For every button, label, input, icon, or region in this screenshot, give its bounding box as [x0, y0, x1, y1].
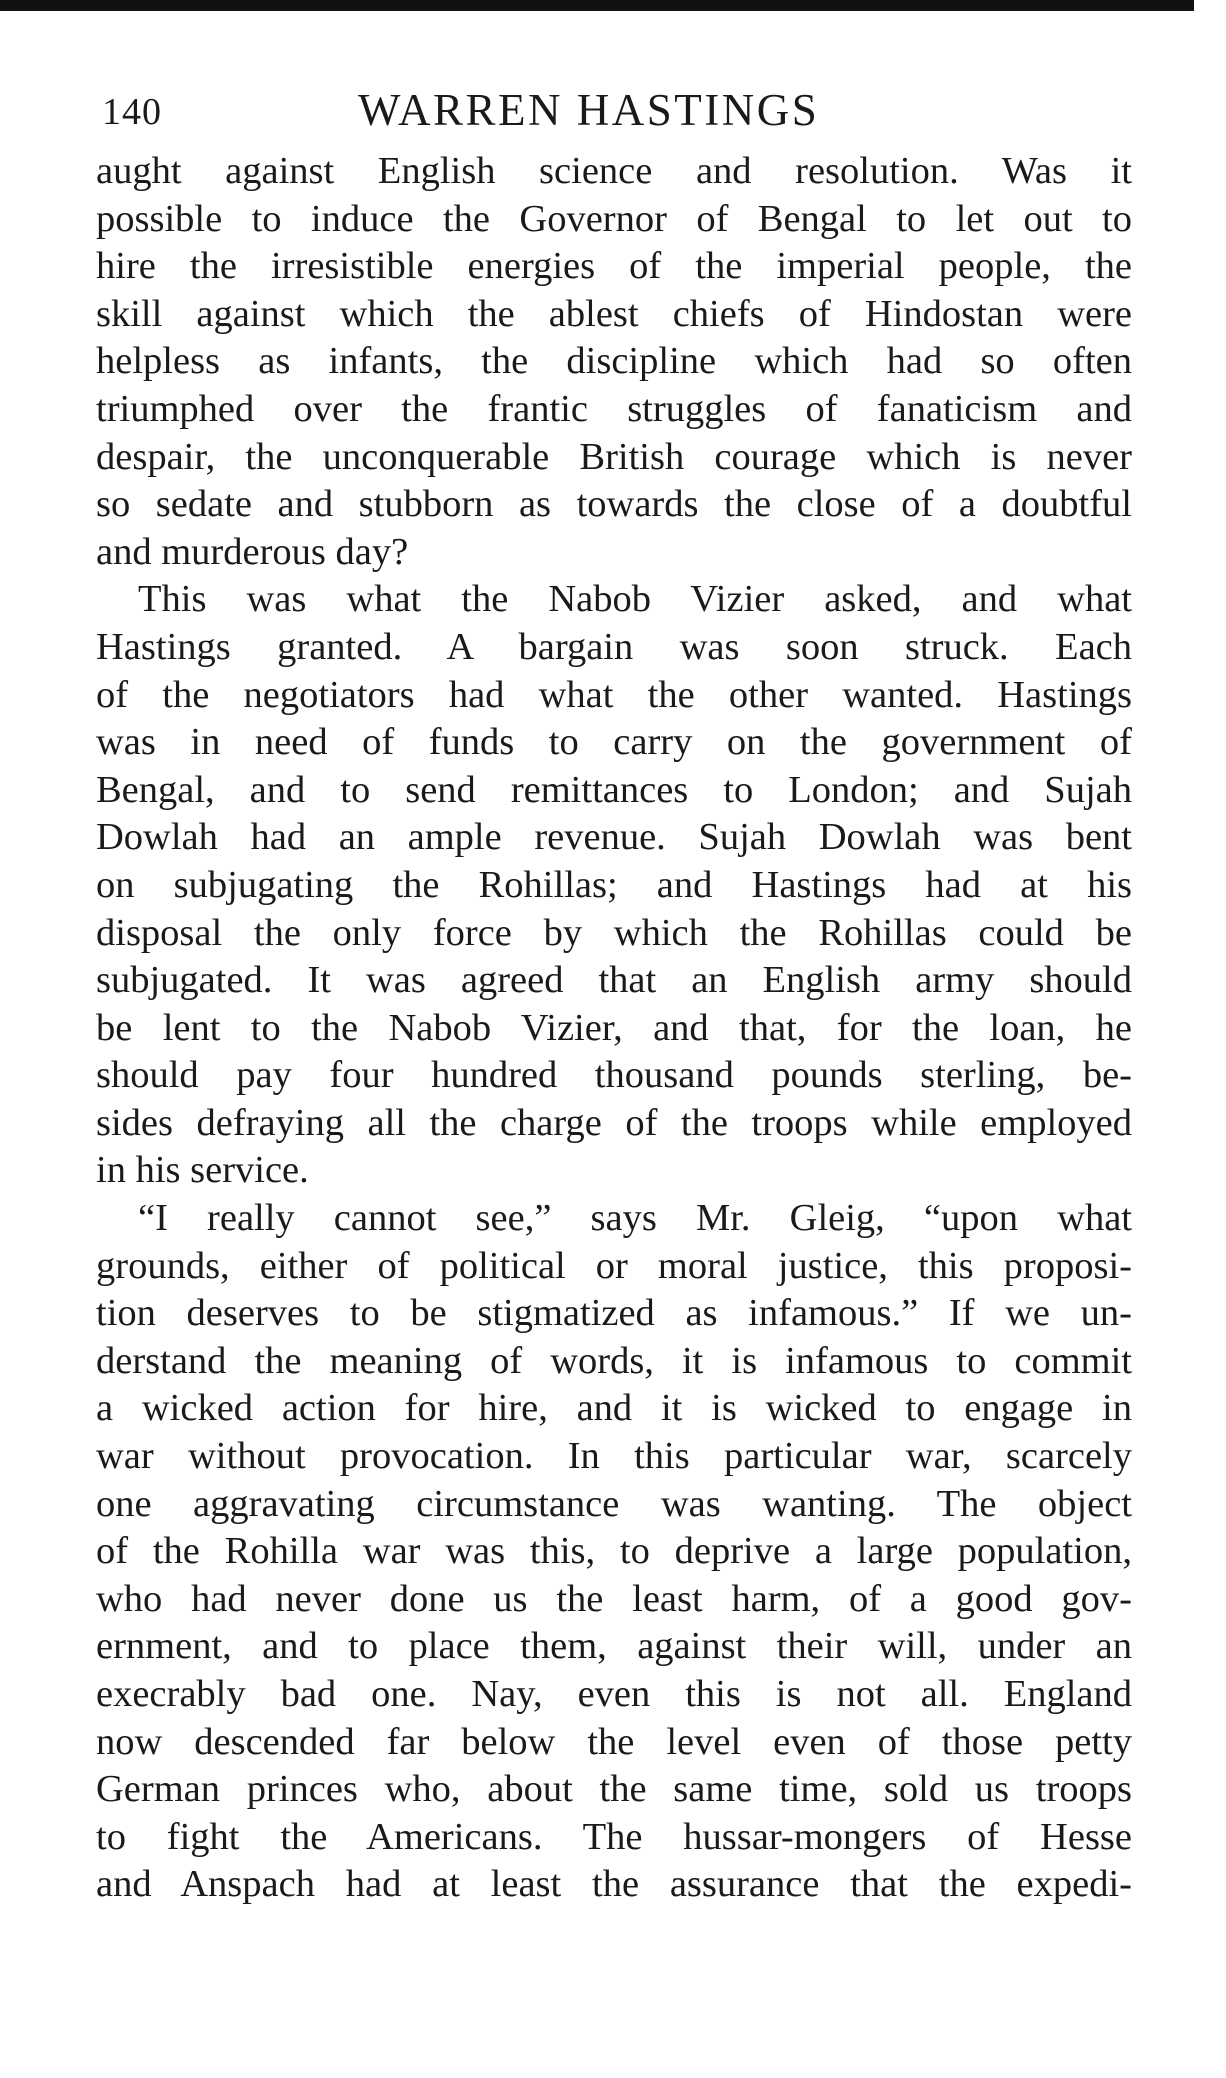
text-line: helpless as infants, the discipline which had so often	[96, 340, 1132, 383]
top-rule	[0, 0, 1194, 11]
text-line: of the Rohilla war was this, to deprive a large population,	[96, 1530, 1132, 1573]
text-line: now descended far below the level even of those petty	[96, 1720, 1132, 1763]
text-line: sides defraying all the charge of the troops while employed	[96, 1101, 1132, 1144]
text-line: be lent to the Nabob Vizier, and that, for the loan, he	[96, 1006, 1132, 1049]
text-line: so sedate and stubborn as towards the close of a doubtful	[96, 483, 1132, 526]
page-number: 140	[102, 91, 162, 133]
text-line: subjugated. It was agreed that an English army should	[96, 959, 1132, 1002]
text-line: and murderous day?	[96, 530, 409, 573]
text-line: was in need of funds to carry on the government of	[96, 721, 1132, 764]
text-line: execrably bad one. Nay, even this is not all. England	[96, 1673, 1132, 1715]
text-line: should pay four hundred thousand pounds sterling, be-	[96, 1054, 1132, 1097]
text-line: war without provocation. In this particular war, scarcely	[96, 1435, 1132, 1478]
text-line: “I really cannot see,” says Mr. Gleig, “upon what	[138, 1197, 1132, 1240]
text-line: Bengal, and to send remittances to London; and Sujah	[96, 768, 1132, 811]
text-line: possible to induce the Governor of Bengal to let out to	[96, 197, 1132, 240]
text-line: tion deserves to be stigmatized as infamous.” If we un-	[96, 1292, 1132, 1335]
text-line: on subjugating the Rohillas; and Hastings had at his	[96, 863, 1132, 906]
text-line: despair, the unconquerable British courage which is never	[96, 435, 1132, 478]
text-line: one aggravating circumstance was wanting. The object	[96, 1482, 1132, 1525]
text-line: grounds, either of political or moral justice, this proposi-	[96, 1244, 1132, 1287]
text-line: derstand the meaning of words, it is infamous to commit	[96, 1339, 1132, 1382]
paragraph	[96, 576, 1132, 1195]
text-line: disposal the only force by which the Rohillas could be	[96, 911, 1132, 954]
text-line: a wicked action for hire, and it is wicked to engage in	[96, 1387, 1132, 1430]
text-line: and Anspach had at least the assurance that the expedi-	[96, 1863, 1132, 1906]
running-title: WARREN HASTINGS	[358, 85, 820, 135]
text-line: triumphed over the frantic struggles of fanaticism and	[96, 387, 1132, 430]
text-line: Hastings granted. A bargain was soon struck. Each	[96, 625, 1132, 668]
paragraph	[96, 148, 1132, 576]
text-line: This was what the Nabob Vizier asked, and what	[138, 578, 1132, 621]
text-line: aught against English science and resolution. Was it	[96, 150, 1132, 192]
text-line: hire the irresistible energies of the imperial people, the	[96, 245, 1132, 288]
text-line: skill against which the ablest chiefs of Hindostan were	[96, 292, 1132, 335]
paragraph	[96, 1195, 1132, 1909]
text-line: of the negotiators had what the other wanted. Hastings	[96, 673, 1132, 716]
book-page	[96, 84, 1132, 1909]
text-line: ernment, and to place them, against their will, under an	[96, 1625, 1132, 1668]
text-line: who had never done us the least harm, of a good gov-	[96, 1577, 1132, 1620]
running-head	[96, 84, 1132, 146]
text-line: German princes who, about the same time, sold us troops	[96, 1768, 1132, 1811]
text-line: Dowlah had an ample revenue. Sujah Dowlah was bent	[96, 816, 1132, 859]
text-line: to fight the Americans. The hussar-mongers of Hesse	[96, 1815, 1132, 1858]
text-line: in his service.	[96, 1149, 309, 1192]
